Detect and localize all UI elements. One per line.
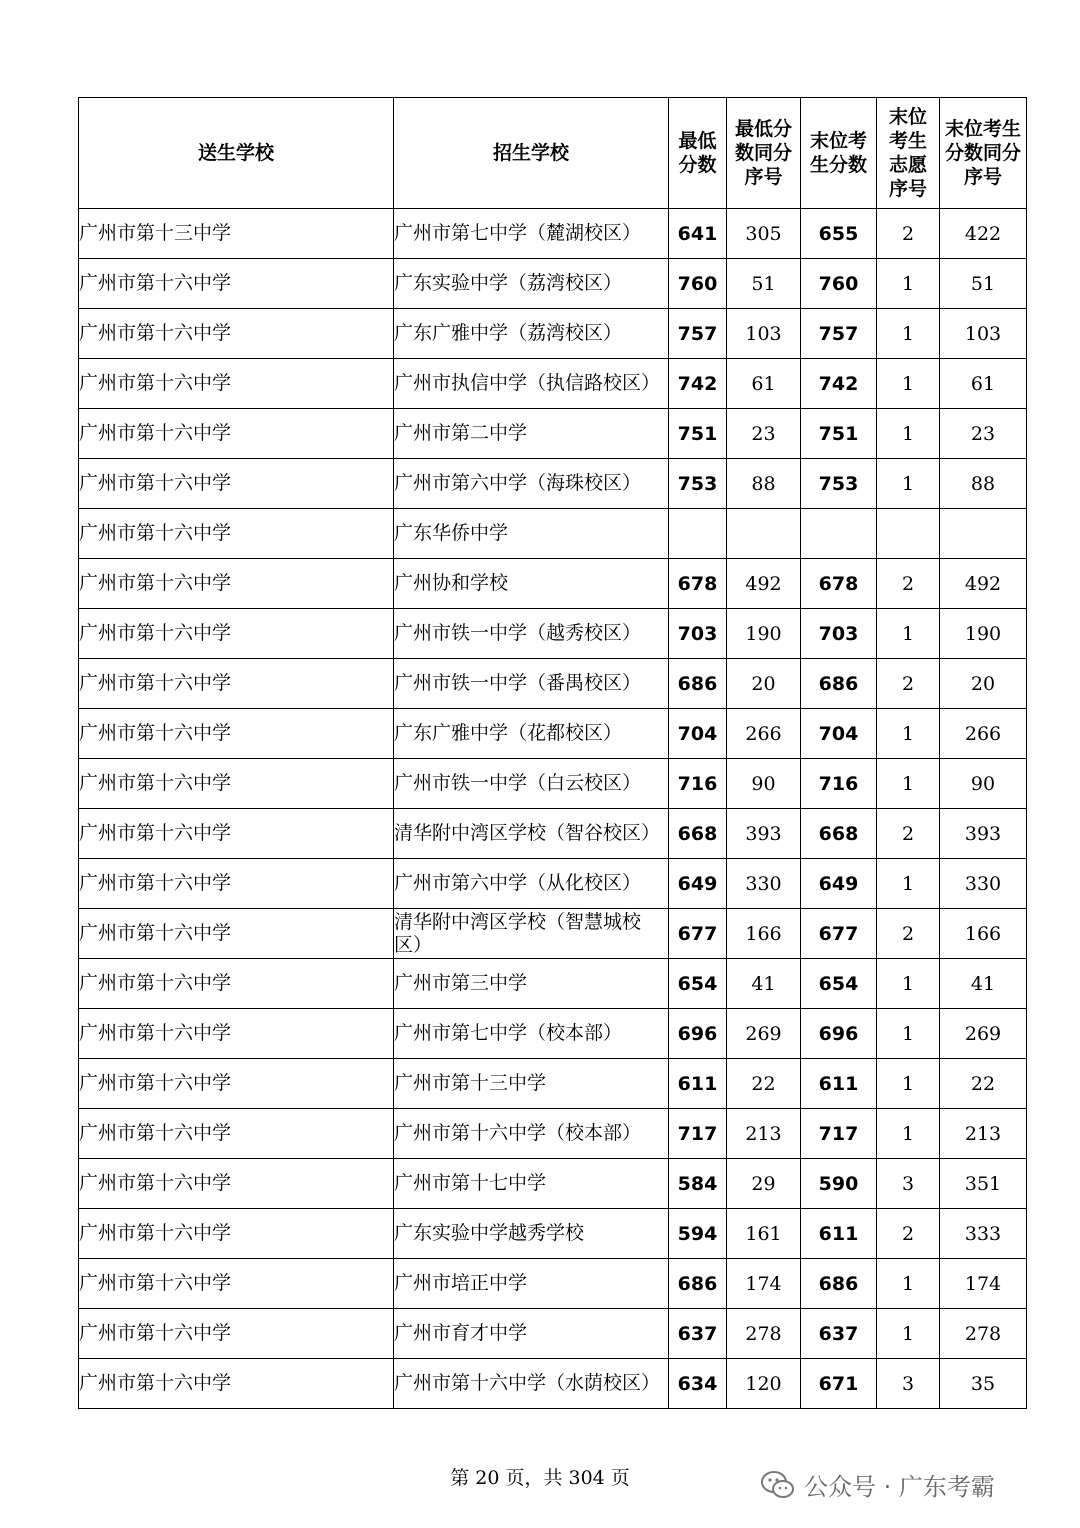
cell-sending-school: 广州市第十六中学 — [79, 509, 394, 559]
table-row — [79, 759, 1027, 809]
cell-last-rank: 90 — [940, 759, 1027, 809]
cell-last-choice: 1 — [877, 309, 940, 359]
cell-min-score: 634 — [669, 1359, 727, 1409]
cell-last-choice: 1 — [877, 409, 940, 459]
table-row — [79, 859, 1027, 909]
cell-admitting-school: 广东实验中学（荔湾校区） — [394, 259, 669, 309]
cell-sending-school: 广州市第十六中学 — [79, 1259, 394, 1309]
cell-min-score: 760 — [669, 259, 727, 309]
cell-last-rank: 333 — [940, 1209, 1027, 1259]
cell-last-rank: 330 — [940, 859, 1027, 909]
cell-admitting-school: 广州市第七中学（校本部） — [394, 1009, 669, 1059]
cell-admitting-school: 广州市第三中学 — [394, 959, 669, 1009]
watermark — [760, 1467, 995, 1502]
cell-last-score: 686 — [801, 659, 877, 709]
table-row — [79, 509, 1027, 559]
cell-min-score-rank: 278 — [727, 1309, 801, 1359]
cell-last-score: 649 — [801, 859, 877, 909]
table-row — [79, 459, 1027, 509]
cell-sending-school: 广州市第十六中学 — [79, 1209, 394, 1259]
cell-last-score: 704 — [801, 709, 877, 759]
table-row — [79, 1009, 1027, 1059]
cell-sending-school: 广州市第十六中学 — [79, 1009, 394, 1059]
table-row — [79, 909, 1027, 959]
cell-admitting-school: 广东实验中学越秀学校 — [394, 1209, 669, 1259]
cell-last-score: 668 — [801, 809, 877, 859]
cell-sending-school: 广州市第十六中学 — [79, 659, 394, 709]
table-row — [79, 1209, 1027, 1259]
cell-last-choice: 2 — [877, 659, 940, 709]
cell-min-score-rank: 61 — [727, 359, 801, 409]
cell-admitting-school: 清华附中湾区学校（智谷校区） — [394, 809, 669, 859]
cell-last-choice: 2 — [877, 909, 940, 959]
cell-last-choice: 1 — [877, 709, 940, 759]
cell-last-score: 654 — [801, 959, 877, 1009]
cell-last-choice: 1 — [877, 759, 940, 809]
cell-admitting-school: 广州市铁一中学（越秀校区） — [394, 609, 669, 659]
cell-admitting-school: 广州协和学校 — [394, 559, 669, 609]
cell-min-score: 686 — [669, 659, 727, 709]
cell-last-score: 677 — [801, 909, 877, 959]
cell-min-score-rank: 41 — [727, 959, 801, 1009]
cell-last-score: 611 — [801, 1209, 877, 1259]
table-row — [79, 1059, 1027, 1109]
cell-sending-school: 广州市第十六中学 — [79, 809, 394, 859]
cell-min-score-rank: 492 — [727, 559, 801, 609]
cell-sending-school: 广州市第十三中学 — [79, 209, 394, 259]
cell-min-score: 637 — [669, 1309, 727, 1359]
cell-admitting-school: 广东广雅中学（荔湾校区） — [394, 309, 669, 359]
cell-min-score-rank: 269 — [727, 1009, 801, 1059]
cell-admitting-school: 广州市第十七中学 — [394, 1159, 669, 1209]
cell-last-choice: 1 — [877, 1259, 940, 1309]
header-last-score: 末位考生分数 — [801, 98, 877, 209]
cell-sending-school: 广州市第十六中学 — [79, 1159, 394, 1209]
cell-sending-school: 广州市第十六中学 — [79, 709, 394, 759]
cell-admitting-school: 广州市第六中学（海珠校区） — [394, 459, 669, 509]
cell-min-score: 654 — [669, 959, 727, 1009]
cell-min-score: 594 — [669, 1209, 727, 1259]
cell-min-score: 753 — [669, 459, 727, 509]
cell-last-choice: 1 — [877, 1009, 940, 1059]
cell-sending-school: 广州市第十六中学 — [79, 359, 394, 409]
cell-last-rank — [940, 509, 1027, 559]
cell-sending-school: 广州市第十六中学 — [79, 759, 394, 809]
cell-sending-school: 广州市第十六中学 — [79, 309, 394, 359]
cell-admitting-school: 广州市第十三中学 — [394, 1059, 669, 1109]
cell-last-choice: 1 — [877, 959, 940, 1009]
header-last-choice: 末位考生志愿序号 — [877, 98, 940, 209]
cell-min-score-rank: 23 — [727, 409, 801, 459]
cell-min-score: 678 — [669, 559, 727, 609]
table-row — [79, 1359, 1027, 1409]
cell-sending-school: 广州市第十六中学 — [79, 409, 394, 459]
cell-sending-school: 广州市第十六中学 — [79, 459, 394, 509]
cell-sending-school: 广州市第十六中学 — [79, 909, 394, 959]
cell-last-rank: 103 — [940, 309, 1027, 359]
table-row — [79, 709, 1027, 759]
cell-min-score-rank: 22 — [727, 1059, 801, 1109]
admission-score-table — [78, 97, 1027, 1409]
cell-sending-school: 广州市第十六中学 — [79, 1359, 394, 1409]
cell-last-rank: 41 — [940, 959, 1027, 1009]
table-row — [79, 1259, 1027, 1309]
cell-min-score: 751 — [669, 409, 727, 459]
cell-last-choice: 1 — [877, 1059, 940, 1109]
cell-min-score-rank: 90 — [727, 759, 801, 809]
cell-admitting-school: 广州市第二中学 — [394, 409, 669, 459]
table-row — [79, 1309, 1027, 1359]
cell-min-score-rank: 174 — [727, 1259, 801, 1309]
cell-last-score: 637 — [801, 1309, 877, 1359]
cell-sending-school: 广州市第十六中学 — [79, 609, 394, 659]
cell-min-score-rank: 213 — [727, 1109, 801, 1159]
cell-admitting-school: 广州市培正中学 — [394, 1259, 669, 1309]
cell-sending-school: 广州市第十六中学 — [79, 1059, 394, 1109]
table-row — [79, 259, 1027, 309]
table-row — [79, 659, 1027, 709]
header-sending-school: 送生学校 — [79, 98, 394, 209]
cell-min-score-rank: 161 — [727, 1209, 801, 1259]
cell-last-score: 717 — [801, 1109, 877, 1159]
cell-admitting-school: 广州市第十六中学（水荫校区） — [394, 1359, 669, 1409]
cell-sending-school: 广州市第十六中学 — [79, 859, 394, 909]
cell-min-score: 649 — [669, 859, 727, 909]
cell-min-score: 704 — [669, 709, 727, 759]
cell-min-score: 668 — [669, 809, 727, 859]
cell-last-choice: 3 — [877, 1159, 940, 1209]
cell-last-score: 742 — [801, 359, 877, 409]
cell-min-score: 677 — [669, 909, 727, 959]
header-min-score-rank: 最低分数同分序号 — [727, 98, 801, 209]
cell-admitting-school: 广州市铁一中学（番禺校区） — [394, 659, 669, 709]
cell-min-score — [669, 509, 727, 559]
cell-min-score: 696 — [669, 1009, 727, 1059]
cell-min-score: 717 — [669, 1109, 727, 1159]
cell-last-rank: 88 — [940, 459, 1027, 509]
cell-last-choice: 1 — [877, 459, 940, 509]
cell-admitting-school: 广东华侨中学 — [394, 509, 669, 559]
cell-min-score-rank: 166 — [727, 909, 801, 959]
cell-last-choice: 2 — [877, 559, 940, 609]
cell-min-score: 584 — [669, 1159, 727, 1209]
cell-last-score: 671 — [801, 1359, 877, 1409]
cell-last-rank: 269 — [940, 1009, 1027, 1059]
cell-min-score: 611 — [669, 1059, 727, 1109]
cell-last-rank: 266 — [940, 709, 1027, 759]
cell-min-score: 757 — [669, 309, 727, 359]
cell-last-score: 753 — [801, 459, 877, 509]
cell-last-choice: 1 — [877, 609, 940, 659]
table-body — [79, 209, 1027, 1409]
cell-last-rank: 22 — [940, 1059, 1027, 1109]
cell-last-rank: 351 — [940, 1159, 1027, 1209]
cell-last-rank: 393 — [940, 809, 1027, 859]
cell-min-score-rank: 330 — [727, 859, 801, 909]
cell-last-choice: 3 — [877, 1359, 940, 1409]
cell-min-score-rank: 88 — [727, 459, 801, 509]
cell-last-choice: 2 — [877, 209, 940, 259]
table-row — [79, 309, 1027, 359]
cell-last-choice: 2 — [877, 1209, 940, 1259]
cell-min-score-rank: 305 — [727, 209, 801, 259]
cell-last-choice: 1 — [877, 1309, 940, 1359]
cell-sending-school: 广州市第十六中学 — [79, 1309, 394, 1359]
cell-last-score: 760 — [801, 259, 877, 309]
cell-min-score-rank: 120 — [727, 1359, 801, 1409]
cell-min-score: 686 — [669, 1259, 727, 1309]
cell-min-score-rank: 393 — [727, 809, 801, 859]
cell-last-rank: 174 — [940, 1259, 1027, 1309]
cell-admitting-school: 广州市育才中学 — [394, 1309, 669, 1359]
cell-min-score-rank: 103 — [727, 309, 801, 359]
cell-sending-school: 广州市第十六中学 — [79, 559, 394, 609]
cell-last-choice: 2 — [877, 809, 940, 859]
cell-last-choice: 1 — [877, 1109, 940, 1159]
wechat-icon — [760, 1470, 796, 1500]
cell-last-choice: 1 — [877, 859, 940, 909]
table-row — [79, 359, 1027, 409]
cell-min-score: 716 — [669, 759, 727, 809]
cell-min-score: 742 — [669, 359, 727, 409]
header-min-score: 最低分数 — [669, 98, 727, 209]
cell-min-score-rank: 51 — [727, 259, 801, 309]
cell-last-score: 716 — [801, 759, 877, 809]
cell-last-rank: 35 — [940, 1359, 1027, 1409]
cell-sending-school: 广州市第十六中学 — [79, 959, 394, 1009]
cell-last-score: 751 — [801, 409, 877, 459]
cell-admitting-school: 广州市执信中学（执信路校区） — [394, 359, 669, 409]
cell-sending-school: 广州市第十六中学 — [79, 259, 394, 309]
cell-min-score-rank: 20 — [727, 659, 801, 709]
watermark-text: 公众号 · 广东考霸 — [804, 1473, 995, 1501]
cell-admitting-school: 广州市铁一中学（白云校区） — [394, 759, 669, 809]
table-row — [79, 809, 1027, 859]
table-row — [79, 1109, 1027, 1159]
table-row — [79, 559, 1027, 609]
table-row — [79, 409, 1027, 459]
cell-last-rank: 61 — [940, 359, 1027, 409]
page-number: 第 20 页，共 304 页 — [450, 1467, 630, 1489]
cell-min-score: 703 — [669, 609, 727, 659]
cell-sending-school: 广州市第十六中学 — [79, 1109, 394, 1159]
table-row — [79, 609, 1027, 659]
cell-last-rank: 278 — [940, 1309, 1027, 1359]
cell-last-rank: 190 — [940, 609, 1027, 659]
cell-last-rank: 166 — [940, 909, 1027, 959]
cell-last-score: 611 — [801, 1059, 877, 1109]
header-last-rank: 末位考生分数同分序号 — [940, 98, 1027, 209]
cell-last-score: 655 — [801, 209, 877, 259]
table-row — [79, 209, 1027, 259]
cell-admitting-school: 广东广雅中学（花都校区） — [394, 709, 669, 759]
cell-last-rank: 213 — [940, 1109, 1027, 1159]
cell-min-score-rank — [727, 509, 801, 559]
cell-last-rank: 20 — [940, 659, 1027, 709]
header-admitting-school: 招生学校 — [394, 98, 669, 209]
cell-min-score-rank: 190 — [727, 609, 801, 659]
cell-last-score: 678 — [801, 559, 877, 609]
cell-last-rank: 23 — [940, 409, 1027, 459]
cell-last-choice: 1 — [877, 259, 940, 309]
cell-admitting-school: 广州市第六中学（从化校区） — [394, 859, 669, 909]
cell-last-rank: 51 — [940, 259, 1027, 309]
cell-last-choice: 1 — [877, 359, 940, 409]
cell-min-score-rank: 266 — [727, 709, 801, 759]
cell-last-score: 590 — [801, 1159, 877, 1209]
cell-min-score: 641 — [669, 209, 727, 259]
cell-last-score — [801, 509, 877, 559]
table-row — [79, 1159, 1027, 1209]
cell-last-rank: 492 — [940, 559, 1027, 609]
cell-last-score: 686 — [801, 1259, 877, 1309]
cell-last-score: 696 — [801, 1009, 877, 1059]
table-header — [79, 98, 1027, 209]
cell-min-score-rank: 29 — [727, 1159, 801, 1209]
cell-admitting-school: 清华附中湾区学校（智慧城校区） — [394, 909, 669, 959]
cell-admitting-school: 广州市第七中学（麓湖校区） — [394, 209, 669, 259]
cell-last-choice — [877, 509, 940, 559]
cell-admitting-school: 广州市第十六中学（校本部） — [394, 1109, 669, 1159]
cell-last-score: 703 — [801, 609, 877, 659]
cell-last-rank: 422 — [940, 209, 1027, 259]
table-row — [79, 959, 1027, 1009]
cell-last-score: 757 — [801, 309, 877, 359]
